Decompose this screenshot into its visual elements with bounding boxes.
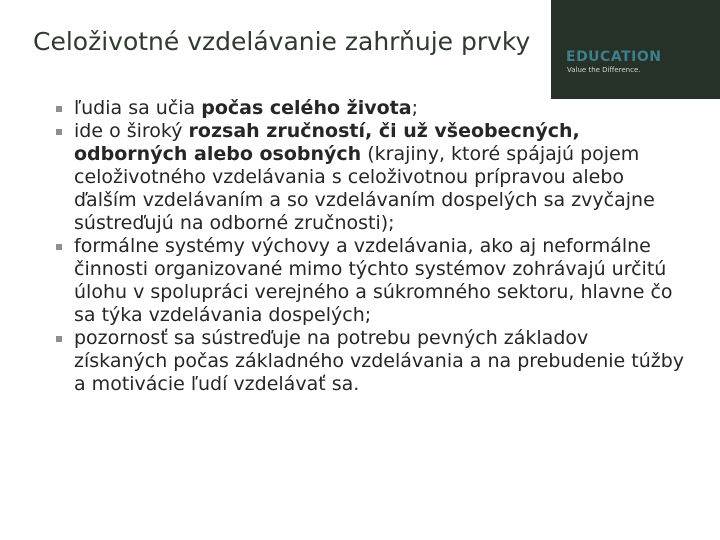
bullet-text: ide o široký — [74, 120, 189, 142]
bullet-text: formálne systémy výchovy a vzdelávania, ako aj neformálne činnosti organizované mimo týchto systémov zohrávajú určitú úlohu v spolupráci verejného a súkromného sektoru, hlavne čo sa týka vzdelávania dospelých; — [74, 235, 673, 326]
square-bullet-icon — [56, 106, 62, 112]
square-bullet-icon — [56, 129, 62, 135]
bullet-item — [56, 97, 686, 120]
logo-wordmark: EDUCATION — [566, 49, 662, 65]
square-bullet-icon — [56, 336, 62, 342]
bullet-text: pozornosť sa sústreďuje na potrebu pevných základov získaných počas základného vzdelávania a na prebudenie túžby a motivácie ľudí vzdelávať sa. — [74, 327, 685, 395]
bullet-text: ľudia sa učia — [74, 97, 202, 119]
bullet-list — [56, 97, 686, 396]
education-logo — [551, 0, 720, 99]
bullet-text: ; — [411, 97, 418, 119]
bullet-text-emphasis: počas celého života — [201, 97, 412, 119]
logo-tagline: Value the Difference. — [567, 66, 641, 74]
bullet-item — [56, 120, 686, 235]
square-bullet-icon — [56, 244, 62, 250]
bullet-item — [56, 235, 686, 327]
slide-title: Celoživotné vzdelávanie zahrňuje prvky — [33, 27, 531, 56]
bullet-text: (krajiny, ktoré spájajú pojem celoživotného vzdelávania s celoživotnou prípravou alebo ďalším vzdelávaním a so vzdelávaním dospelých sa zvyčajne sústreďujú na odborné zručnosti); — [74, 143, 655, 234]
bullet-item — [56, 327, 686, 396]
bullet-text-emphasis: rozsah zručností, či už všeobecných, odborných alebo osobných — [74, 120, 580, 165]
